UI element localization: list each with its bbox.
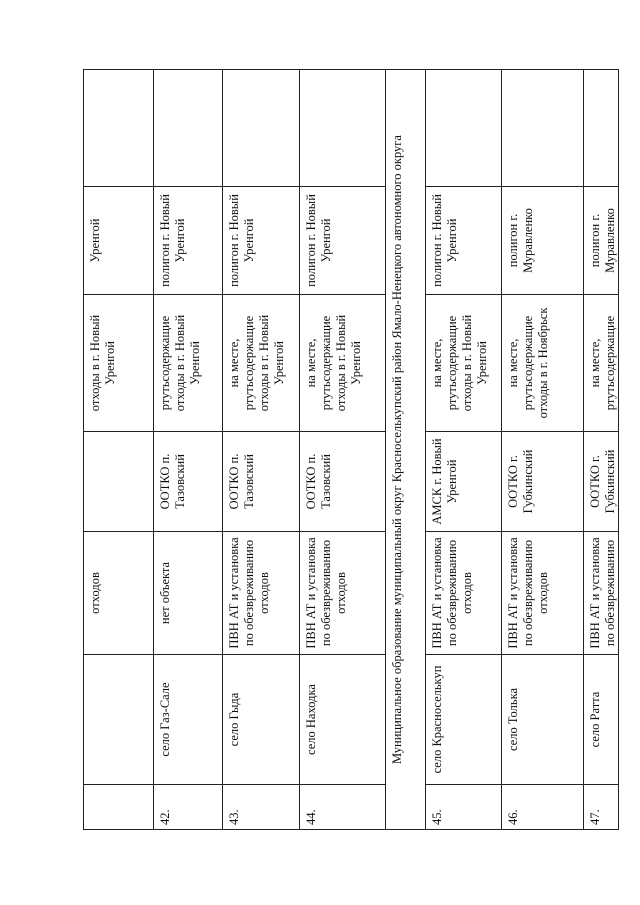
extra-column: [300, 70, 386, 187]
operator-org: ООТКО п. Тазовский: [154, 432, 223, 532]
operator-org: ООТКО п. Тазовский: [223, 432, 300, 532]
table-row: [584, 70, 619, 830]
table-row: [154, 70, 223, 830]
waste-handling: на месте, ртутьсодержащие отходы в г. Ноябрьск: [502, 295, 584, 432]
section-row: [386, 70, 426, 830]
operator-org: ООТКО п. Тазовский: [300, 432, 386, 532]
rotated-table-sheet: [83, 70, 617, 830]
operator-org: [84, 432, 154, 532]
disposal-site: полигон г. Муравленко: [584, 187, 619, 295]
row-number: 47.: [584, 785, 619, 830]
row-number: 45.: [426, 785, 502, 830]
table-row: [84, 70, 154, 830]
settlement-name: [84, 655, 154, 785]
waste-handling: отходы в г. Новый Уренгой: [84, 295, 154, 432]
extra-column: [154, 70, 223, 187]
disposal-site: полигон г. Муравленко: [502, 187, 584, 295]
extra-column: [584, 70, 619, 187]
row-number: 42.: [154, 785, 223, 830]
settlement-name: село Красноселькуп: [426, 655, 502, 785]
extra-column: [84, 70, 154, 187]
table-row: [300, 70, 386, 830]
facility-object: ПВН АТ и установка по обезвреживанию отходов: [223, 532, 300, 655]
waste-handling: на месте, ртутьсодержащие отходы в г. Новый Уренгой: [300, 295, 386, 432]
row-number: 43.: [223, 785, 300, 830]
operator-org: АМСК г. Новый Уренгой: [426, 432, 502, 532]
facility-object: ПВН АТ и установка по обезвреживанию отходов: [502, 532, 584, 655]
facility-object: ПВН АТ и установка по обезвреживанию отходов: [300, 532, 386, 655]
extra-column: [426, 70, 502, 187]
row-number: 46.: [502, 785, 584, 830]
waste-handling: на месте, ртутьсодержащие отходы в г. Новый Уренгой: [426, 295, 502, 432]
facility-object: нет объекта: [154, 532, 223, 655]
waste-handling: ртутьсодержащие отходы в г. Новый Уренгой: [154, 295, 223, 432]
waste-handling: на месте, ртутьсодержащие отходы в г. Новый Уренгой: [223, 295, 300, 432]
extra-column: [502, 70, 584, 187]
settlement-name: село Газ-Сале: [154, 655, 223, 785]
row-number: 44.: [300, 785, 386, 830]
operator-org: ООТКО г. Губкинский: [584, 432, 619, 532]
settlement-name: село Толька: [502, 655, 584, 785]
extra-column: [223, 70, 300, 187]
disposal-site: Уренгой: [84, 187, 154, 295]
row-number: [84, 785, 154, 830]
waste-handling: на месте, ртутьсодержащие: [584, 295, 619, 432]
table-row: [223, 70, 300, 830]
disposal-site: полигон г. Новый Уренгой: [426, 187, 502, 295]
operator-org: ООТКО г. Губкинский: [502, 432, 584, 532]
settlement-name: село Находка: [300, 655, 386, 785]
waste-facilities-table: [83, 69, 619, 830]
disposal-site: полигон г. Новый Уренгой: [223, 187, 300, 295]
facility-object: ПВН АТ и установка по обезвреживанию: [584, 532, 619, 655]
facility-object: ПВН АТ и установка по обезвреживанию отходов: [426, 532, 502, 655]
facility-object: отходов: [84, 532, 154, 655]
table-row: [426, 70, 502, 830]
section-heading: Муниципальное образование муниципальный округ Красноселькупский район Ямало-Ненецкого автономного округа: [386, 70, 426, 830]
settlement-name: село Ратта: [584, 655, 619, 785]
disposal-site: полигон г. Новый Уренгой: [154, 187, 223, 295]
table-row: [502, 70, 584, 830]
settlement-name: село Гыда: [223, 655, 300, 785]
disposal-site: полигон г. Новый Уренгой: [300, 187, 386, 295]
